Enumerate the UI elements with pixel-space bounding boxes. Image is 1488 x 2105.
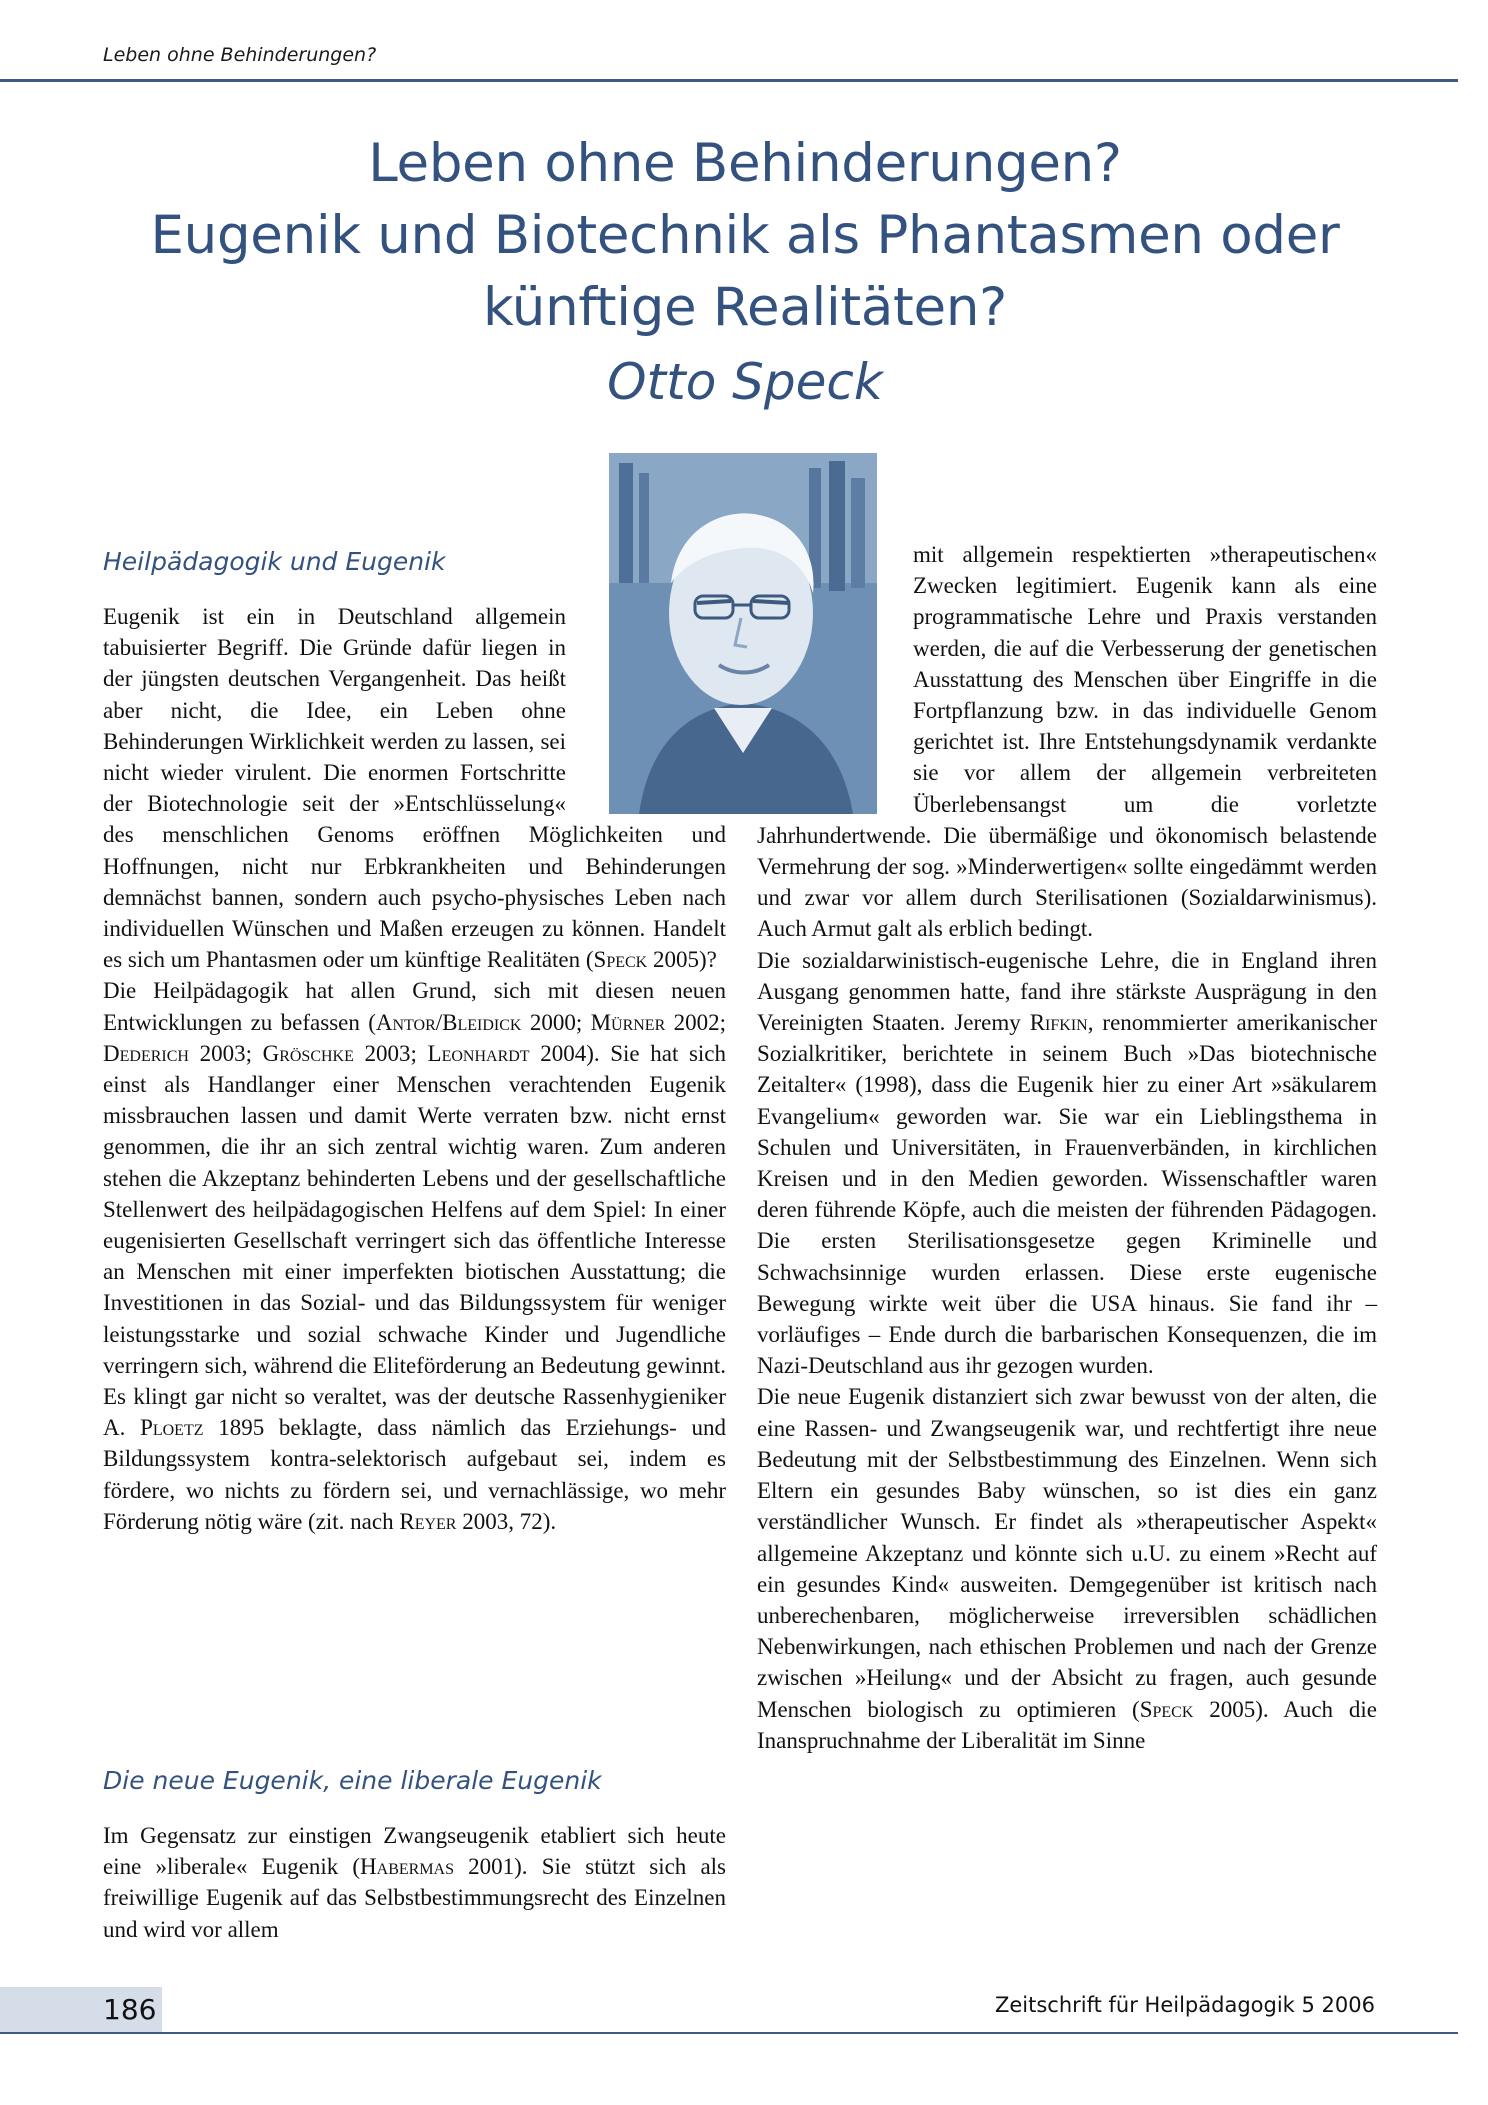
left-column: [103, 601, 726, 1537]
title-line-1: Leben ohne Behinderungen?: [368, 133, 1122, 194]
article-title: [80, 128, 1410, 344]
title-line-2: Eugenik und Biotechnik als Phantasmen oder: [150, 205, 1340, 266]
section-heading-2: Die neue Eugenik, eine liberale Eugenik: [103, 1766, 602, 1795]
right-paragraph-2: Die sozialdarwinistisch-eugenische Lehre, die in England ihren Ausgang genommen hatte, fand ihre stärkste Ausprägung in den Vereinigten Staaten. Jeremy Rifkin, renommierter amerikanischer Sozialkritiker, berichtete in seinem Buch »Das biotechnische Zeitalter« (1998), dass die Eugenik hier zu einer Art »säkularem Evangelium« geworden war. Sie war ein Lieblingsthema in Schulen und Universitäten, in Frauenverbänden, in kirchlichen Kreisen und in den Medien geworden. Wissenschaftler waren deren führende Köpfe, auch die meisten der führenden Pädagogen. Die ersten Sterilisationsgesetze gegen Kriminelle und Schwachsinnige wurden erlassen. Diese erste eugenische Bewegung wirkte weit über die USA hinaus. Sie fand ihr – vorläufiges – Ende durch die barbarischen Konsequenzen, die im Nazi-Deutschland aus ihr gezogen wurden.: [757, 947, 1377, 1379]
right-paragraph-3: Die neue Eugenik distanziert sich zwar bewusst von der alten, die eine Rassen- und Zwangseugenik war, und rechtfertigt ihre neue Bedeutung mit der Selbstbestimmung des Einzelnen. Wenn sich Eltern ein gesundes Baby wünschen, so ist dies ein ganz verständlicher Wunsch. Er findet als »therapeutischer Aspekt« allgemeine Akzeptanz und könnte sich u.U. zu einem »Recht auf ein gesundes Kind« ausweiten. Demgegenüber ist kritisch nach unberechenbaren, möglicherweise irreversiblen schädlichen Nebenwirkungen, nach ethischen Problemen und nach der Grenze zwischen »Heilung« und der Absicht zu fragen, auch gesunde Menschen biologisch zu optimieren (Speck 2005). Auch die Inanspruchnahme der Liberalität im Sinne: [757, 1384, 1377, 1753]
right-paragraph-1: mit allgemein respektierten »therapeutischen« Zwecken legitimiert. Eugenik kann als eine programmatische Lehre und Praxis verstanden werden, die auf die Verbesserung der genetischen Ausstattung des Menschen über Eingriffe in die Fortpflanzung bzw. in das individuelle Genom gerichtet ist. Ihre Entstehungsdynamik verdankte sie vor allem der allgemein verbreiteten Überlebensangst um die vorletzte Jahrhundertwende. Die übermäßige und ökonomisch belastende Vermehrung der sog. »Minderwertigen« sollte eingedämmt werden und zwar vor allem durch Sterilisationen (Sozialdarwinismus). Auch Armut galt als erblich bedingt.: [757, 542, 1377, 942]
running-head: Leben ohne Behinderungen?: [103, 44, 377, 66]
photo-notch-spacer-right: [757, 539, 913, 815]
title-line-3: künftige Realitäten?: [483, 277, 1007, 338]
bottom-rule: [0, 2032, 1458, 2034]
right-column: [757, 539, 1377, 1756]
journal-citation: Zeitschrift für Heilpädagogik 5 2006: [994, 1993, 1375, 2017]
left-paragraph-3: Im Gegensatz zur einstigen Zwangseugenik etabliert sich heute eine »liberale« Eugenik (Habermas 2001). Sie stützt sich als freiwillige Eugenik auf das Selbstbestimmungsrecht des Einzelnen und wird vor allem: [103, 1823, 726, 1942]
left-paragraph-1: Eugenik ist ein in Deutschland allgemein tabuisierter Begriff. Die Gründe dafür liegen in der jüngsten deutschen Vergangenheit. Das heißt aber nicht, die Idee, ein Leben ohne Behinderungen Wirklichkeit werden zu lassen, sei nicht wieder virulent. Die enormen Fortschritte der Biotechnologie seit der »Entschlüsselung« des menschlichen Genoms eröffnen Möglichkeiten und Hoffnungen, nicht nur Erbkrankheiten und Behinderungen demnächst bannen, sondern auch psycho-physisches Leben nach individuellen Wünschen und Maßen erzeugen zu können. Handelt es sich um Phantasmen oder um künftige Realitäten (Speck 2005)?: [103, 604, 726, 973]
page-number: 186: [103, 1993, 157, 2026]
section-heading-1: Heilpädagogik und Eugenik: [103, 547, 446, 576]
left-column-lower: [103, 1820, 726, 1945]
author-name: Otto Speck: [607, 353, 883, 411]
top-rule: [0, 79, 1458, 82]
photo-notch-spacer: [566, 601, 726, 819]
left-paragraph-2: Die Heilpädagogik hat allen Grund, sich mit diesen neuen Entwicklungen zu befassen (Antor/Bleidick 2000; Mürner 2002; Dederich 2003; Gröschke 2003; Leonhardt 2004). Sie hat sich einst als Handlanger einer Menschen verachtenden Eugenik missbrauchen lassen und damit Werte verraten bzw. nicht ernst genommen, die ihr an sich zentral wichtig waren. Zum anderen stehen die Akzeptanz behinderten Lebens und der gesellschaftliche Stellenwert des heilpädagogischen Helfens auf dem Spiel: In einer eugenisierten Gesellschaft verringert sich das öffentliche Interesse an Menschen mit einer imperfekten biotischen Ausstattung; die Investitionen in das Sozial- und das Bildungssystem für weniger leistungsstarke und sozial schwache Kinder und Jugendliche verringern sich, während die Eliteförderung an Bedeutung gewinnt. Es klingt gar nicht so veraltet, was der deutsche Rassenhygieniker A. Ploetz 1895 beklagte, dass nämlich das Erziehungs- und Bildungssystem kontra-selektorisch aufgebaut sei, indem es fördere, wo nichts zu fördern sei, und vernachlässige, wo mehr Förderung nötig wäre (zit. nach Reyer 2003, 72).: [103, 978, 727, 1534]
